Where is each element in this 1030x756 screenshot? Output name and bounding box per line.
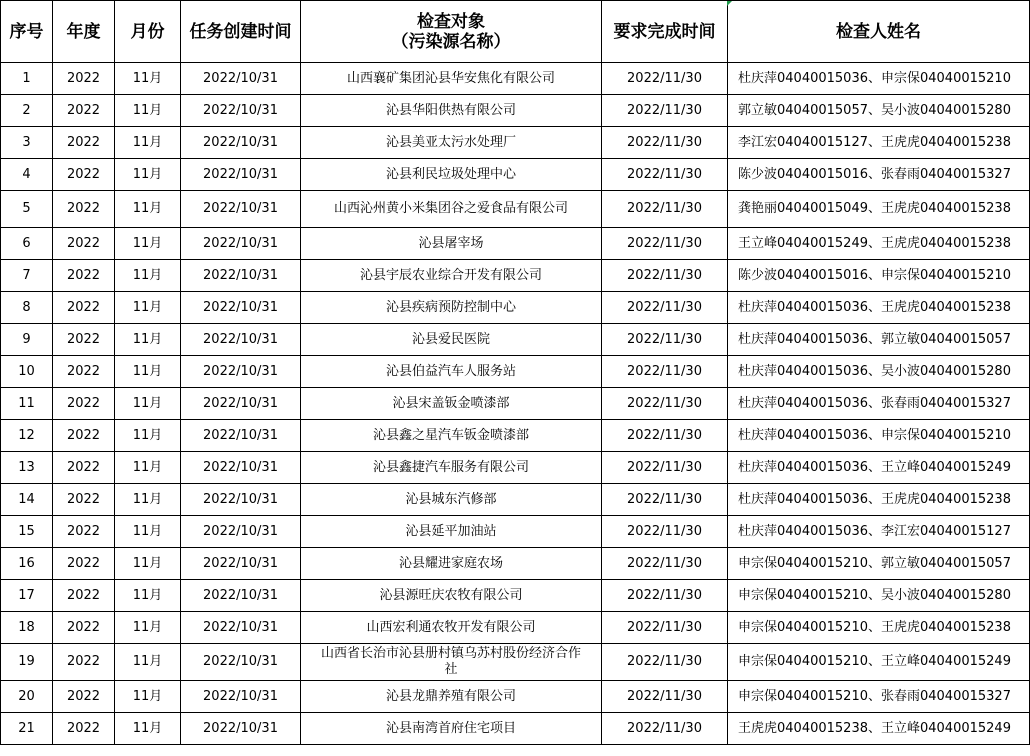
cell-target[interactable]: 沁县利民垃圾处理中心 xyxy=(301,159,602,191)
cell-target[interactable]: 沁县源旺庆农牧有限公司 xyxy=(301,580,602,612)
cell-created[interactable]: 2022/10/31 xyxy=(181,580,301,612)
cell-inspectors[interactable]: 申宗保04040015210、郭立敏04040015057 xyxy=(728,548,1030,580)
table-row xyxy=(1,580,1030,612)
cell-due[interactable]: 2022/11/30 xyxy=(602,612,728,644)
cell-target[interactable]: 沁县宋盖钣金喷漆部 xyxy=(301,388,602,420)
header-year[interactable]: 年度 xyxy=(53,1,115,63)
cell-due[interactable]: 2022/11/30 xyxy=(602,452,728,484)
cell-month[interactable]: 11月 xyxy=(115,452,181,484)
cell-due[interactable]: 2022/11/30 xyxy=(602,159,728,191)
cell-year[interactable]: 2022 xyxy=(53,452,115,484)
table-row xyxy=(1,420,1030,452)
cell-inspectors[interactable]: 杜庆萍04040015036、王虎虎04040015238 xyxy=(728,484,1030,516)
cell-year[interactable]: 2022 xyxy=(53,191,115,228)
cell-created[interactable]: 2022/10/31 xyxy=(181,324,301,356)
table-row xyxy=(1,452,1030,484)
cell-month[interactable]: 11月 xyxy=(115,548,181,580)
cell-year[interactable]: 2022 xyxy=(53,388,115,420)
cell-target[interactable]: 沁县延平加油站 xyxy=(301,516,602,548)
cell-year[interactable]: 2022 xyxy=(53,420,115,452)
cell-target[interactable]: 沁县鑫捷汽车服务有限公司 xyxy=(301,452,602,484)
cell-month[interactable]: 11月 xyxy=(115,127,181,159)
cell-year[interactable]: 2022 xyxy=(53,644,115,681)
cell-year[interactable]: 2022 xyxy=(53,612,115,644)
cell-inspectors[interactable]: 杜庆萍04040015036、吴小波04040015280 xyxy=(728,356,1030,388)
table-row xyxy=(1,260,1030,292)
cell-inspectors[interactable]: 申宗保04040015210、王虎虎04040015238 xyxy=(728,612,1030,644)
cell-inspectors[interactable]: 龚艳丽04040015049、王虎虎04040015238 xyxy=(728,191,1030,228)
cell-target[interactable]: 沁县南湾首府住宅项目 xyxy=(301,713,602,745)
cell-inspectors[interactable]: 李江宏04040015127、王虎虎04040015238 xyxy=(728,127,1030,159)
table-row xyxy=(1,292,1030,324)
cell-inspectors[interactable]: 陈少波04040015016、申宗保04040015210 xyxy=(728,260,1030,292)
cell-inspectors[interactable]: 杜庆萍04040015036、王立峰04040015249 xyxy=(728,452,1030,484)
cell-target[interactable]: 沁县耀进家庭农场 xyxy=(301,548,602,580)
cell-seq[interactable]: 1 xyxy=(1,63,53,95)
cell-month[interactable]: 11月 xyxy=(115,681,181,713)
table-row xyxy=(1,548,1030,580)
cell-seq[interactable]: 6 xyxy=(1,228,53,260)
table-row xyxy=(1,484,1030,516)
header-seq[interactable]: 序号 xyxy=(1,1,53,63)
table-row xyxy=(1,516,1030,548)
cell-inspectors[interactable]: 申宗保04040015210、王立峰04040015249 xyxy=(728,644,1030,681)
cell-seq[interactable]: 17 xyxy=(1,580,53,612)
cell-month[interactable]: 11月 xyxy=(115,95,181,127)
cell-target[interactable]: 沁县华阳供热有限公司 xyxy=(301,95,602,127)
cell-year[interactable]: 2022 xyxy=(53,260,115,292)
table-row xyxy=(1,324,1030,356)
cell-target[interactable]: 沁县美亚太污水处理厂 xyxy=(301,127,602,159)
table-row xyxy=(1,127,1030,159)
cell-inspectors[interactable]: 杜庆萍04040015036、申宗保04040015210 xyxy=(728,63,1030,95)
selected-cell-corner-mark xyxy=(727,1,732,6)
cell-due[interactable]: 2022/11/30 xyxy=(602,191,728,228)
cell-month[interactable]: 11月 xyxy=(115,713,181,745)
cell-due[interactable]: 2022/11/30 xyxy=(602,580,728,612)
cell-created[interactable]: 2022/10/31 xyxy=(181,388,301,420)
cell-month[interactable]: 11月 xyxy=(115,228,181,260)
cell-seq[interactable]: 13 xyxy=(1,452,53,484)
cell-month[interactable]: 11月 xyxy=(115,516,181,548)
header-month[interactable]: 月份 xyxy=(115,1,181,63)
cell-inspectors[interactable]: 杜庆萍04040015036、张春雨04040015327 xyxy=(728,388,1030,420)
cell-target[interactable]: 沁县屠宰场 xyxy=(301,228,602,260)
cell-created[interactable]: 2022/10/31 xyxy=(181,548,301,580)
cell-created[interactable]: 2022/10/31 xyxy=(181,95,301,127)
cell-year[interactable]: 2022 xyxy=(53,292,115,324)
cell-month[interactable]: 11月 xyxy=(115,63,181,95)
cell-year[interactable]: 2022 xyxy=(53,713,115,745)
cell-due[interactable]: 2022/11/30 xyxy=(602,292,728,324)
cell-year[interactable]: 2022 xyxy=(53,516,115,548)
cell-created[interactable]: 2022/10/31 xyxy=(181,292,301,324)
cell-seq[interactable]: 14 xyxy=(1,484,53,516)
cell-target[interactable]: 沁县鑫之星汽车钣金喷漆部 xyxy=(301,420,602,452)
cell-month[interactable]: 11月 xyxy=(115,420,181,452)
header-target-line2: （污染源名称） xyxy=(391,31,511,52)
cell-seq[interactable]: 12 xyxy=(1,420,53,452)
cell-seq[interactable]: 21 xyxy=(1,713,53,745)
table-row xyxy=(1,644,1030,681)
header-due[interactable]: 要求完成时间 xyxy=(602,1,728,63)
cell-seq[interactable]: 9 xyxy=(1,324,53,356)
cell-created[interactable]: 2022/10/31 xyxy=(181,516,301,548)
cell-created[interactable]: 2022/10/31 xyxy=(181,356,301,388)
table-row xyxy=(1,612,1030,644)
cell-due[interactable]: 2022/11/30 xyxy=(602,63,728,95)
cell-year[interactable]: 2022 xyxy=(53,484,115,516)
header-target[interactable] xyxy=(301,1,602,63)
cell-due[interactable]: 2022/11/30 xyxy=(602,356,728,388)
cell-created[interactable]: 2022/10/31 xyxy=(181,63,301,95)
cell-due[interactable]: 2022/11/30 xyxy=(602,228,728,260)
table-row xyxy=(1,95,1030,127)
cell-year[interactable]: 2022 xyxy=(53,356,115,388)
header-inspectors[interactable]: 检查人姓名 xyxy=(728,1,1030,63)
cell-created[interactable]: 2022/10/31 xyxy=(181,484,301,516)
cell-created[interactable]: 2022/10/31 xyxy=(181,452,301,484)
cell-year[interactable]: 2022 xyxy=(53,228,115,260)
cell-seq[interactable]: 3 xyxy=(1,127,53,159)
cell-month[interactable]: 11月 xyxy=(115,260,181,292)
cell-inspectors[interactable]: 郭立敏04040015057、吴小波04040015280 xyxy=(728,95,1030,127)
cell-month[interactable]: 11月 xyxy=(115,580,181,612)
cell-seq[interactable]: 16 xyxy=(1,548,53,580)
cell-month[interactable]: 11月 xyxy=(115,388,181,420)
cell-target[interactable]: 山西沁州黄小米集团谷之爱食品有限公司 xyxy=(301,191,602,228)
cell-inspectors[interactable]: 陈少波04040015016、张春雨04040015327 xyxy=(728,159,1030,191)
table-row xyxy=(1,228,1030,260)
cell-month[interactable]: 11月 xyxy=(115,644,181,681)
cell-seq[interactable]: 10 xyxy=(1,356,53,388)
cell-month[interactable]: 11月 xyxy=(115,484,181,516)
cell-year[interactable]: 2022 xyxy=(53,324,115,356)
cell-due[interactable]: 2022/11/30 xyxy=(602,644,728,681)
cell-year[interactable]: 2022 xyxy=(53,95,115,127)
header-target-line1: 检查对象 xyxy=(417,11,485,32)
cell-target[interactable]: 沁县龙鼎养殖有限公司 xyxy=(301,681,602,713)
cell-target[interactable]: 沁县爱民医院 xyxy=(301,324,602,356)
table-row xyxy=(1,356,1030,388)
cell-due[interactable]: 2022/11/30 xyxy=(602,324,728,356)
cell-month[interactable]: 11月 xyxy=(115,612,181,644)
header-created[interactable]: 任务创建时间 xyxy=(181,1,301,63)
cell-month[interactable]: 11月 xyxy=(115,159,181,191)
cell-created[interactable]: 2022/10/31 xyxy=(181,228,301,260)
cell-month[interactable]: 11月 xyxy=(115,324,181,356)
cell-due[interactable]: 2022/11/30 xyxy=(602,681,728,713)
cell-seq[interactable]: 8 xyxy=(1,292,53,324)
cell-due[interactable]: 2022/11/30 xyxy=(602,713,728,745)
table-row xyxy=(1,681,1030,713)
cell-created[interactable]: 2022/10/31 xyxy=(181,713,301,745)
cell-inspectors[interactable]: 王虎虎04040015238、王立峰04040015249 xyxy=(728,713,1030,745)
cell-seq[interactable]: 2 xyxy=(1,95,53,127)
table-row xyxy=(1,191,1030,228)
cell-seq[interactable]: 7 xyxy=(1,260,53,292)
cell-seq[interactable]: 15 xyxy=(1,516,53,548)
cell-created[interactable]: 2022/10/31 xyxy=(181,127,301,159)
cell-inspectors[interactable]: 杜庆萍04040015036、李江宏04040015127 xyxy=(728,516,1030,548)
cell-year[interactable]: 2022 xyxy=(53,548,115,580)
cell-due[interactable]: 2022/11/30 xyxy=(602,260,728,292)
cell-inspectors[interactable]: 杜庆萍04040015036、郭立敏04040015057 xyxy=(728,324,1030,356)
cell-inspectors[interactable]: 王立峰04040015249、王虎虎04040015238 xyxy=(728,228,1030,260)
cell-year[interactable]: 2022 xyxy=(53,681,115,713)
cell-target[interactable]: 沁县伯益汽车人服务站 xyxy=(301,356,602,388)
table-row xyxy=(1,159,1030,191)
cell-year[interactable]: 2022 xyxy=(53,580,115,612)
cell-target[interactable]: 沁县宇辰农业综合开发有限公司 xyxy=(301,260,602,292)
cell-seq[interactable]: 4 xyxy=(1,159,53,191)
cell-due[interactable]: 2022/11/30 xyxy=(602,516,728,548)
cell-year[interactable]: 2022 xyxy=(53,159,115,191)
cell-due[interactable]: 2022/11/30 xyxy=(602,127,728,159)
cell-target[interactable]: 沁县疾病预防控制中心 xyxy=(301,292,602,324)
cell-year[interactable]: 2022 xyxy=(53,63,115,95)
cell-month[interactable]: 11月 xyxy=(115,356,181,388)
table-row xyxy=(1,388,1030,420)
table-row xyxy=(1,713,1030,745)
cell-target[interactable]: 山西省长治市沁县册村镇乌苏村股份经济合作社 xyxy=(301,644,602,681)
cell-due[interactable]: 2022/11/30 xyxy=(602,420,728,452)
cell-inspectors[interactable]: 杜庆萍04040015036、申宗保04040015210 xyxy=(728,420,1030,452)
cell-created[interactable]: 2022/10/31 xyxy=(181,612,301,644)
table-row xyxy=(1,63,1030,95)
cell-seq[interactable]: 19 xyxy=(1,644,53,681)
table-body xyxy=(1,63,1030,745)
cell-seq[interactable]: 11 xyxy=(1,388,53,420)
header-row xyxy=(1,1,1030,63)
cell-created[interactable]: 2022/10/31 xyxy=(181,260,301,292)
cell-due[interactable]: 2022/11/30 xyxy=(602,388,728,420)
cell-created[interactable]: 2022/10/31 xyxy=(181,681,301,713)
cell-inspectors[interactable]: 杜庆萍04040015036、王虎虎04040015238 xyxy=(728,292,1030,324)
cell-due[interactable]: 2022/11/30 xyxy=(602,95,728,127)
cell-inspectors[interactable]: 申宗保04040015210、张春雨04040015327 xyxy=(728,681,1030,713)
cell-due[interactable]: 2022/11/30 xyxy=(602,548,728,580)
cell-created[interactable]: 2022/10/31 xyxy=(181,644,301,681)
cell-seq[interactable]: 18 xyxy=(1,612,53,644)
cell-target[interactable]: 山西宏利通农牧开发有限公司 xyxy=(301,612,602,644)
cell-month[interactable]: 11月 xyxy=(115,191,181,228)
cell-inspectors[interactable]: 申宗保04040015210、吴小波04040015280 xyxy=(728,580,1030,612)
cell-due[interactable]: 2022/11/30 xyxy=(602,484,728,516)
cell-seq[interactable]: 20 xyxy=(1,681,53,713)
cell-created[interactable]: 2022/10/31 xyxy=(181,420,301,452)
cell-created[interactable]: 2022/10/31 xyxy=(181,191,301,228)
cell-target[interactable]: 山西襄矿集团沁县华安焦化有限公司 xyxy=(301,63,602,95)
cell-year[interactable]: 2022 xyxy=(53,127,115,159)
cell-month[interactable]: 11月 xyxy=(115,292,181,324)
cell-seq[interactable]: 5 xyxy=(1,191,53,228)
cell-created[interactable]: 2022/10/31 xyxy=(181,159,301,191)
cell-target[interactable]: 沁县城东汽修部 xyxy=(301,484,602,516)
